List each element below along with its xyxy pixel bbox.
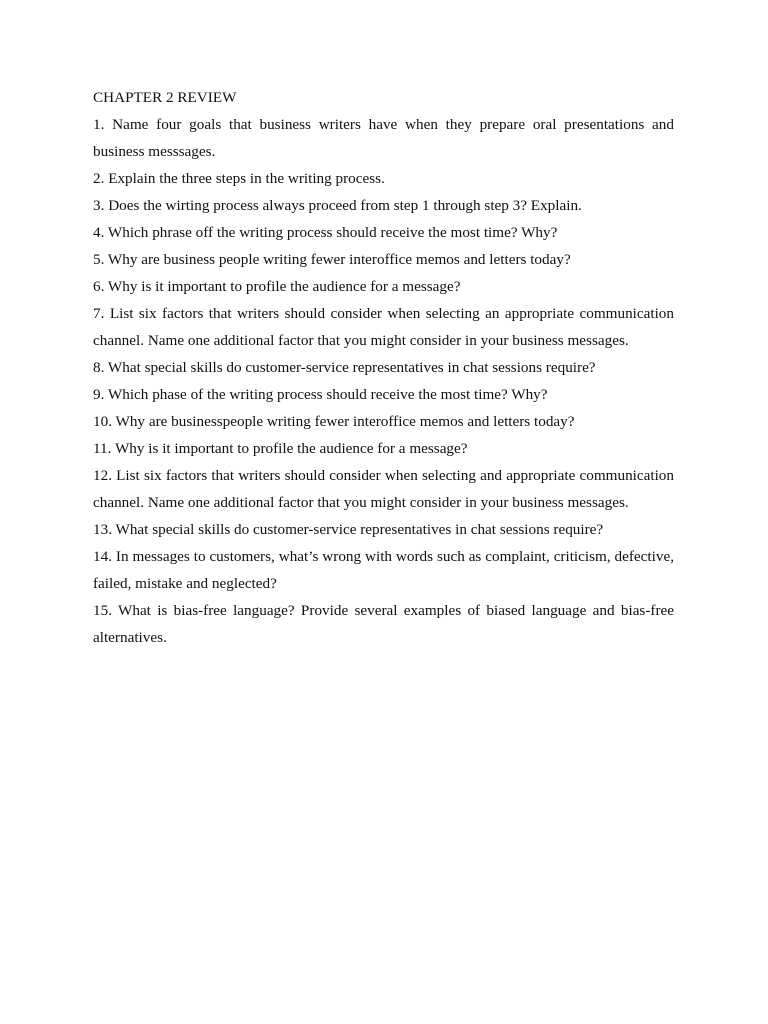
review-question-1: 1. Name four goals that business writers have when they prepare oral presentations and business messsages. — [93, 116, 674, 160]
review-question-3: 3. Does the wirting process always proceed from step 1 through step 3? Explain. — [93, 197, 582, 214]
review-question-2: 2. Explain the three steps in the writing process. — [93, 170, 385, 187]
review-question-11: 11. Why is it important to profile the audience for a message? — [93, 440, 468, 457]
review-question-14: 14. In messages to customers, what’s wrong with words such as complaint, criticism, defective, failed, mistake and neglected? — [93, 548, 674, 592]
review-question-7: 7. List six factors that writers should consider when selecting an appropriate communication channel. Name one additional factor that you might consider in your business messages. — [93, 305, 674, 349]
review-question-9: 9. Which phase of the writing process should receive the most time? Why? — [93, 386, 548, 403]
review-question-5: 5. Why are business people writing fewer interoffice memos and letters today? — [93, 251, 571, 268]
chapter-title: CHAPTER 2 REVIEW — [93, 89, 237, 106]
review-question-15: 15. What is bias-free language? Provide several examples of biased language and bias-free alternatives. — [93, 602, 674, 646]
review-question-13: 13. What special skills do customer-service representatives in chat sessions require? — [93, 521, 604, 538]
review-questions-list — [93, 111, 674, 651]
review-question-8: 8. What special skills do customer-service representatives in chat sessions require? — [93, 359, 596, 376]
review-question-10: 10. Why are businesspeople writing fewer interoffice memos and letters today? — [93, 413, 575, 430]
review-question-6: 6. Why is it important to profile the audience for a message? — [93, 278, 461, 295]
review-question-4: 4. Which phrase off the writing process should receive the most time? Why? — [93, 224, 558, 241]
document-content — [93, 84, 674, 651]
review-question-12: 12. List six factors that writers should consider when selecting and appropriate communication channel. Name one additional factor that you might consider in your business messages. — [93, 467, 674, 511]
